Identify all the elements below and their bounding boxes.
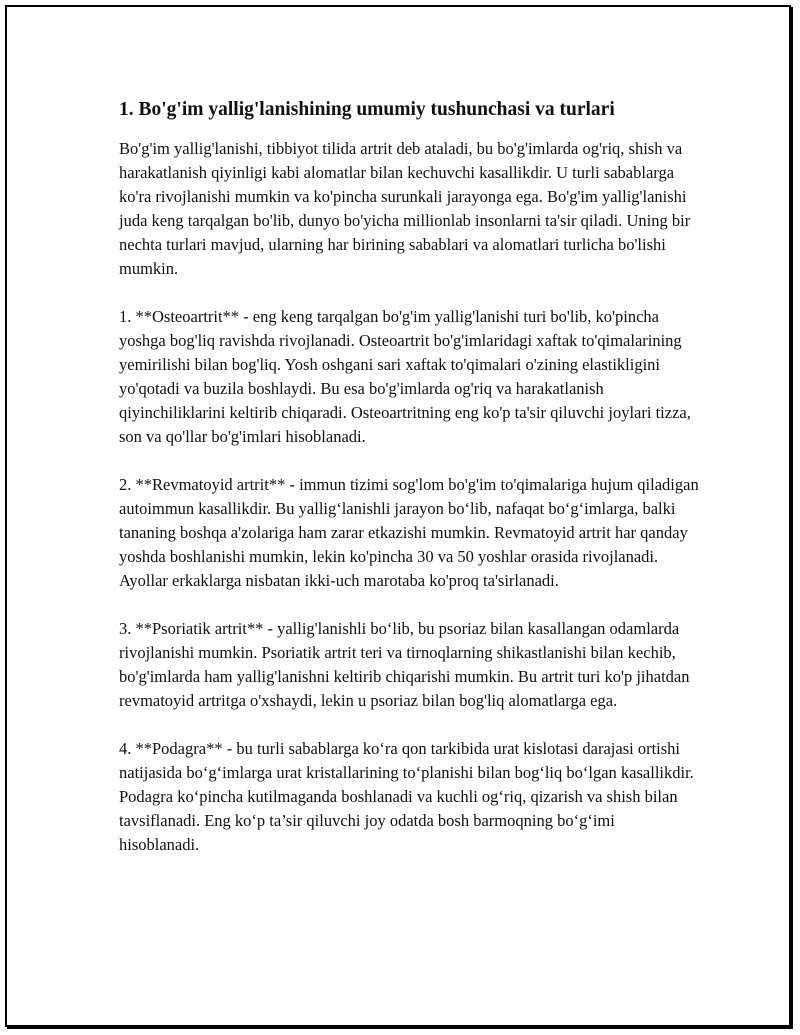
- intro-paragraph: Bo'g'im yallig'lanishi, tibbiyot tilida artrit deb ataladi, bu bo'g'imlarda og'riq, shish va harakatlanish qiyinligi kabi alomatlar bilan kechuvchi kasallikdir. U turli sabablarga ko'ra rivojlanishi mumkin va ko'pincha surunkali jarayonga ega. Bo'g'im yallig'lanishi juda keng tarqalgan bo'lib, dunyo bo'yicha millionlab insonlarni ta'sir qiladi. Uning bir nechta turlari mavjud, ularning har birining sabablari va alomatlari turlicha bo'lishi mumkin.: [119, 139, 691, 278]
- document-page: [5, 5, 791, 1027]
- section-heading: 1. Bo'g'im yallig'lanishining umumiy tushunchasi va turlari: [119, 99, 615, 120]
- psoriatic-arthritis-paragraph: 3. **Psoriatik artrit** - yallig'lanishli bo‘lib, bu psoriaz bilan kasallangan odamlarda rivojlanishi mumkin. Psoriatik artrit teri va tirnoqlarning shikastlanishi bilan kechib, bo'g'imlarda ham yallig'lanishni keltirib chiqarishi mumkin. Bu artrit turi ko'p jihatdan revmatoyid artritga o'xshaydi, lekin u psoriaz bilan bog'liq alomatlarga ega.: [119, 619, 690, 710]
- gout-paragraph: 4. **Podagra** - bu turli sabablarga ko‘ra qon tarkibida urat kislotasi darajasi ortishi natijasida bo‘g‘imlarga urat kristallarining to‘planishi bilan bog‘liq bo‘lgan kasallikdir. Podagra ko‘pincha kutilmaganda boshlanadi va kuchli og‘riq, qizarish va shish bilan tavsiflanadi. Eng ko‘p ta’sir qiluvchi joy odatda bosh barmoqning bo‘g‘imi hisoblanadi.: [119, 739, 694, 854]
- osteoarthritis-paragraph: 1. **Osteoartrit** - eng keng tarqalgan bo'g'im yallig'lanishi turi bo'lib, ko'pincha yoshga bog'liq ravishda rivojlanadi. Osteoartrit bo'g'imlaridagi xaftak to'qimalarining yemirilishi bilan bog'liq. Yosh oshgani sari xaftak to'qimalari o'zining elastikligini yo'qotadi va buzila boshlaydi. Bu esa bo'g'imlarda og'riq va harakatlanish qiyinchiliklarini keltirib chiqaradi. Osteoartritning eng ko'p ta'sir qiluvchi joylari tizza, son va qo'llar bo'g'imlari hisoblanadi.: [119, 307, 691, 446]
- document-content: [119, 97, 699, 881]
- rheumatoid-arthritis-paragraph: 2. **Revmatoyid artrit** - immun tizimi sog'lom bo'g'im to'qimalariga hujum qiladigan autoimmun kasallikdir. Bu yallig‘lanishli jarayon bo‘lib, nafaqat bo‘g‘imlarga, balki tananing boshqa a'zolariga ham zarar etkazishi mumkin. Revmatoyid artrit har qanday yoshda boshlanishi mumkin, lekin ko'pincha 30 va 50 yoshlar orasida rivojlanadi. Ayollar erkaklarga nisbatan ikki-uch marotaba ko'proq ta'sirlanadi.: [119, 475, 699, 590]
